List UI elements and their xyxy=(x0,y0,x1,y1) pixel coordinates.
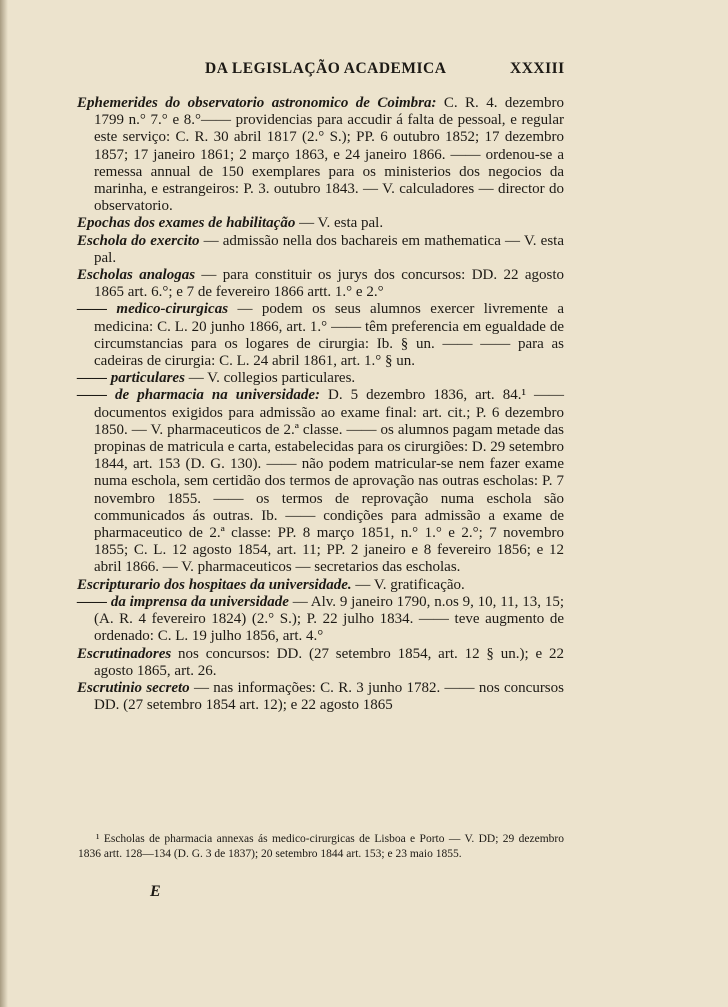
entry-escrutinadores xyxy=(77,646,564,680)
entry-escrutinio xyxy=(77,680,564,714)
entry-ephemerides xyxy=(77,95,564,215)
body-text xyxy=(77,95,564,714)
entry-text: nos concursos: DD. (27 setembro 1854, art. 12 § un.); e 22 agosto 1865, art. 26. xyxy=(94,645,564,679)
entry-medico-cirurgicas xyxy=(77,301,564,370)
entry-head: —— da imprensa da universidade xyxy=(77,593,289,610)
entry-text: — Alv. 9 janeiro 1790, n.os 9, 10, 11, 13, 15; (A. R. 4 fevereiro 1824) (2.° S.); P. 22 julho 1834. —— teve augmento de ordenado: C. L. 19 julho 1856, art. 4.° xyxy=(94,593,564,645)
entry-text: — podem os seus alumnos exercer livremente a medicina: C. L. 20 junho 1866, art. 1.° —— têm preferencia em egualdade de circumstancias para os logares de cirurgia: Ib. § un. —— —— para as cadeiras de cirurgia: C. L. 24 abril 1861, art. 1.° § un. xyxy=(94,301,564,370)
footnote-1: ¹ Escholas de pharmacia annexas ás medico-cirurgicas de Lisboa e Porto — V. DD; 29 dezembro 1836 artt. 128—134 (D. G. 3 de 1837); 20 setembro 1844 art. 153; e 23 maio 1855. xyxy=(78,833,564,860)
entry-head: Escholas analogas xyxy=(77,267,196,284)
entry-text: — para constituir os jurys dos concursos: DD. 22 agosto 1865 art. 6.°; e 7 de fevereiro 1866 artt. 1.° e 2.° xyxy=(94,267,564,301)
entry-head: Epochas dos exames de habilitação xyxy=(77,215,296,232)
entry-escholas-analogas xyxy=(77,267,564,301)
entry-pharmacia xyxy=(77,387,564,576)
entry-head: Escrutinio secreto xyxy=(77,679,190,696)
entry-imprensa xyxy=(77,594,564,646)
entry-head: —— medico-cirurgicas xyxy=(77,301,229,318)
signature-mark: E xyxy=(150,883,161,900)
entry-eschola-exercito xyxy=(77,233,564,267)
entry-escripturario xyxy=(77,577,564,594)
entry-particulares xyxy=(77,370,564,387)
entry-head: Ephemerides do observatorio astronomico de Coimbra: xyxy=(77,95,437,111)
entry-text: C. R. 4. dezembro 1799 n.° 7.° e 8.°—— providencias para accudir á falta de pessoal, e regular este serviço: C. R. 30 abril 1817 (2.° S.); PP. 6 outubro 1852; 17 dezembro 1857; 17 janeiro 1861; 2 março 1863, e 24 janeiro 1866. —— ordenou-se a remessa annual de 150 exemplares para os ministerios dos negocios da marinha, e estrangeiros: P. 3. outubro 1843. — V. calculadores — director do observatorio. xyxy=(94,95,564,215)
page-number: XXXIII xyxy=(510,60,565,77)
entry-text: — nas informações: C. R. 3 junho 1782. —— nos concursos DD. (27 setembro 1854 art. 12); e 22 agosto 1865 xyxy=(94,679,564,714)
entry-text: D. 5 dezembro 1836, art. 84.¹ —— documentos exigidos para admissão ao exame final: art. cit.; P. 6 dezembro 1850. — V. pharmaceuticos de 2.ª classe. —— os alumnos pagam metade das propinas de matricula e carta, estabelecidas para os cirurgiões: D. 29 setembro 1844, art. 153 (D. G. 130). —— não podem matricular-se nem fazer exame numa eschola, sem certidão dos termos de aprovação nas outras escholas: P. 7 novembro 1855. —— os termos de reprovação numa eschola são communicados ás outras. Ib. —— condições para admissão a exame de pharmaceutico de 2.ª classe: PP. 8 março 1851, n.° 1.° e 2.°; 7 novembro 1855; C. L. 12 agosto 1854, art. 11; PP. 2 janeiro e 8 fevereiro 1856; e 12 abril 1866. — V. pharmaceuticos — secretarios das escholas. xyxy=(94,387,564,576)
entry-head: Escrutinadores xyxy=(77,645,172,662)
running-header xyxy=(0,60,728,84)
entry-head: —— de pharmacia na universidade: xyxy=(77,387,320,404)
entry-text: — V. esta pal. xyxy=(295,215,384,232)
entry-head: Eschola do exercito xyxy=(77,232,200,249)
entry-text: — V. gratificação. xyxy=(351,576,465,593)
footnotes xyxy=(78,832,564,862)
entry-text: — V. collegios particulares. xyxy=(184,370,356,387)
entry-epochas xyxy=(77,215,564,232)
entry-head: Escripturario dos hospitaes da universidade. xyxy=(77,576,352,593)
entry-text: — admissão nella dos bachareis em mathematica — V. esta pal. xyxy=(94,232,565,266)
header-title: DA LEGISLAÇÃO ACADEMICA xyxy=(205,60,447,77)
entry-head: —— particulares xyxy=(77,370,185,387)
